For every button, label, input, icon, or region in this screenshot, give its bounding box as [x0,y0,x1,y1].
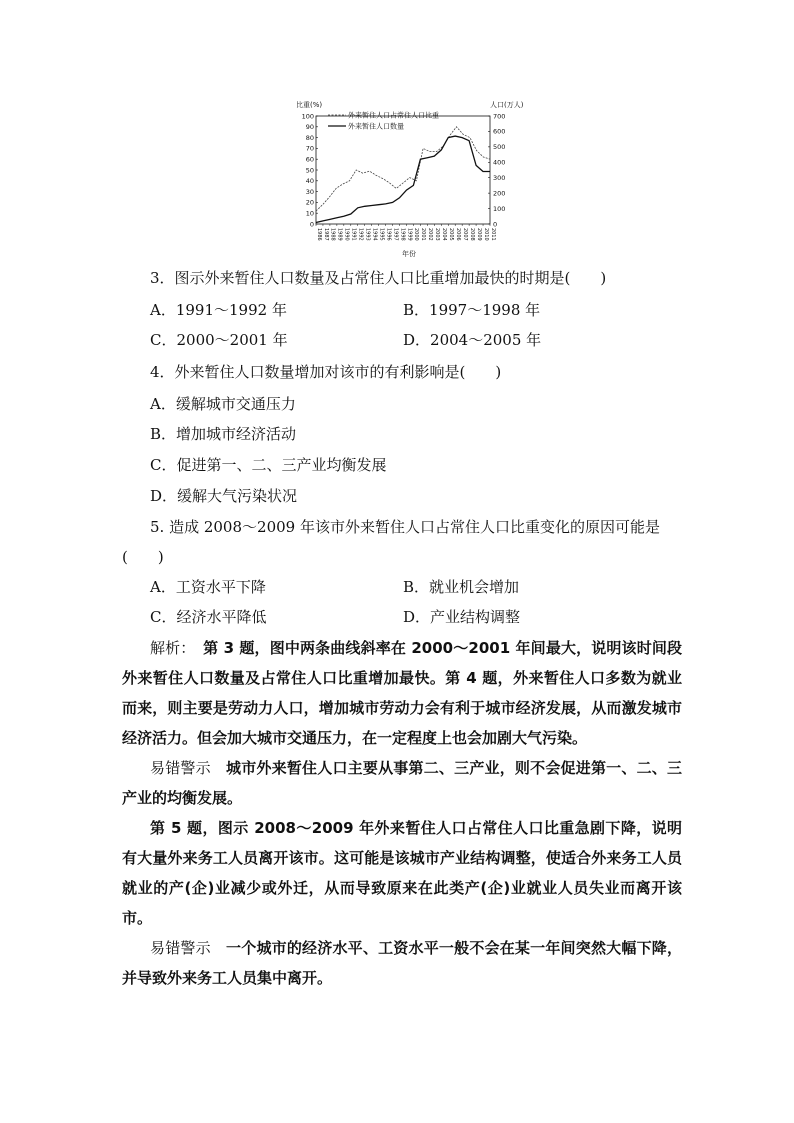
x-tick-label: 1998 [399,228,406,241]
left-tick-label: 40 [305,177,314,186]
right-tick-label: 700 [493,112,506,121]
analysis-paragraph-4: 易错警示 一个城市的经济水平、工资水平一般不会在某一年间突然大幅下降，并导致外来务工人员集中离开。 [122,939,682,987]
question-3-stem: 3．图示外来暂住人口数量及占常住人口比重增加最快的时期是( ) [150,269,607,287]
analysis-label: 解析： [150,639,188,657]
right-tick-label: 500 [493,143,506,152]
q4-option-c: C．促进第一、二、三产业均衡发展 [150,456,387,474]
x-tick-label: 2003 [434,228,441,241]
right-tick-label: 300 [493,174,506,183]
q5-option-b: B．就业机会增加 [403,578,520,596]
x-tick-label: 1996 [385,228,392,241]
q5-option-c: C．经济水平降低 [150,608,267,626]
left-tick-label: 0 [309,220,314,229]
x-tick-label: 1999 [406,228,413,241]
q4-option-a: A．缓解城市交通压力 [150,395,296,413]
right-tick-label: 0 [493,220,498,229]
left-axis-title: 比重(%) [296,101,323,109]
x-tick-label: 1990 [343,228,350,241]
x-tick-label: 2007 [461,228,468,241]
right-tick-label: 200 [493,189,506,198]
q3-option-b: B．1997～1998 年 [403,301,541,319]
left-tick-label: 20 [305,198,314,207]
x-tick-label: 1995 [378,228,385,241]
x-tick-label: 2001 [420,228,427,241]
right-tick-label: 400 [493,158,506,167]
x-tick-label: 1987 [322,228,329,241]
left-tick-label: 90 [305,123,314,132]
x-tick-label: 2004 [441,228,448,241]
x-tick-label: 2005 [448,228,455,241]
left-tick-label: 50 [305,166,314,175]
left-tick-label: 70 [305,144,314,153]
x-tick-label: 1993 [364,228,371,241]
x-tick-label: 1988 [329,228,336,241]
right-axis-title: 人口(万人) [490,101,524,109]
q5-option-a: A．工资水平下降 [150,578,266,596]
right-tick-label: 600 [493,127,506,136]
analysis-paragraph-3: 第 5 题，图示 2008～2009 年外来暂住人口占常住人口比重急剧下降，说明有大量外来务工人员离开该市。这可能是该城市产业结构调整，使适合外来务工人员就业的产(企)业减少或外迁，从而导致原来在此类产(企)业就业人员失业而离开该市。 [122,819,682,927]
question-5-stem: 5. 造成 2008～2009 年该市外来暂住人口占常住人口比重变化的原因可能是 [150,518,660,536]
left-tick-label: 60 [305,155,314,164]
x-tick-label: 1992 [357,228,364,241]
question-5-paren: ( ) [122,548,164,566]
left-tick-label: 80 [305,133,314,142]
x-axis-title: 年份 [402,250,416,258]
plot-frame [316,116,490,224]
x-tick-label: 2009 [475,228,482,241]
x-tick-label: 2006 [455,228,461,241]
x-tick-label: 2000 [413,228,420,241]
q3-option-d: D．2004～2005 年 [403,331,542,349]
warning-label: 易错警示 [150,759,211,777]
population-line-chart [294,98,524,258]
analysis-paragraph-2: 易错警示 城市外来暂住人口主要从事第二、三产业，则不会促进第一、二、三产业的均衡发展。 [122,759,682,807]
q3-option-c: C．2000～2001 年 [150,331,288,349]
x-tick-label: 2008 [468,228,475,241]
x-tick-label: 2011 [489,228,496,241]
q4-option-d: D．缓解大气污染状况 [150,487,298,505]
q5-option-d: D．产业结构调整 [403,608,521,626]
legend-label-ratio: 外来暂住人口占常住人口比重 [348,111,439,120]
x-tick-label: 2010 [482,228,489,241]
right-tick-label: 100 [493,204,506,213]
x-tick-label: 1986 [315,228,322,241]
x-tick-label: 1997 [392,228,399,241]
series-line-ratio [316,127,490,211]
series-line-count [316,136,490,222]
q4-option-b: B．增加城市经济活动 [150,425,297,443]
x-tick-label: 1994 [371,228,378,241]
x-tick-label: 1989 [336,228,343,241]
x-tick-label: 1991 [350,228,357,241]
legend [328,111,439,131]
analysis-block [122,633,682,993]
left-tick-label: 100 [301,112,314,121]
x-tick-label: 2002 [427,228,434,241]
q3-option-a: A．1991～1992 年 [150,301,287,319]
warning-label-2: 易错警示 [150,939,211,957]
left-tick-label: 30 [305,187,314,196]
left-tick-label: 10 [305,209,314,218]
question-4-stem: 4．外来暂住人口数量增加对该市的有利影响是( ) [150,363,502,381]
legend-label-count: 外来暂住人口数量 [348,122,404,131]
analysis-paragraph-1: 解析： 第 3 题，图中两条曲线斜率在 2000～2001 年间最大，说明该时间段外来暂住人口数量及占常住人口比重增加最快。第 4 题，外来暂住人口多数为就业而来，则主要是劳动力人口，增加城市劳动力会有利于城市经济发展，从而激发城市经济活力。但会加大城市交通压力，在一定程度上也会加剧大气污染。 [122,639,682,747]
